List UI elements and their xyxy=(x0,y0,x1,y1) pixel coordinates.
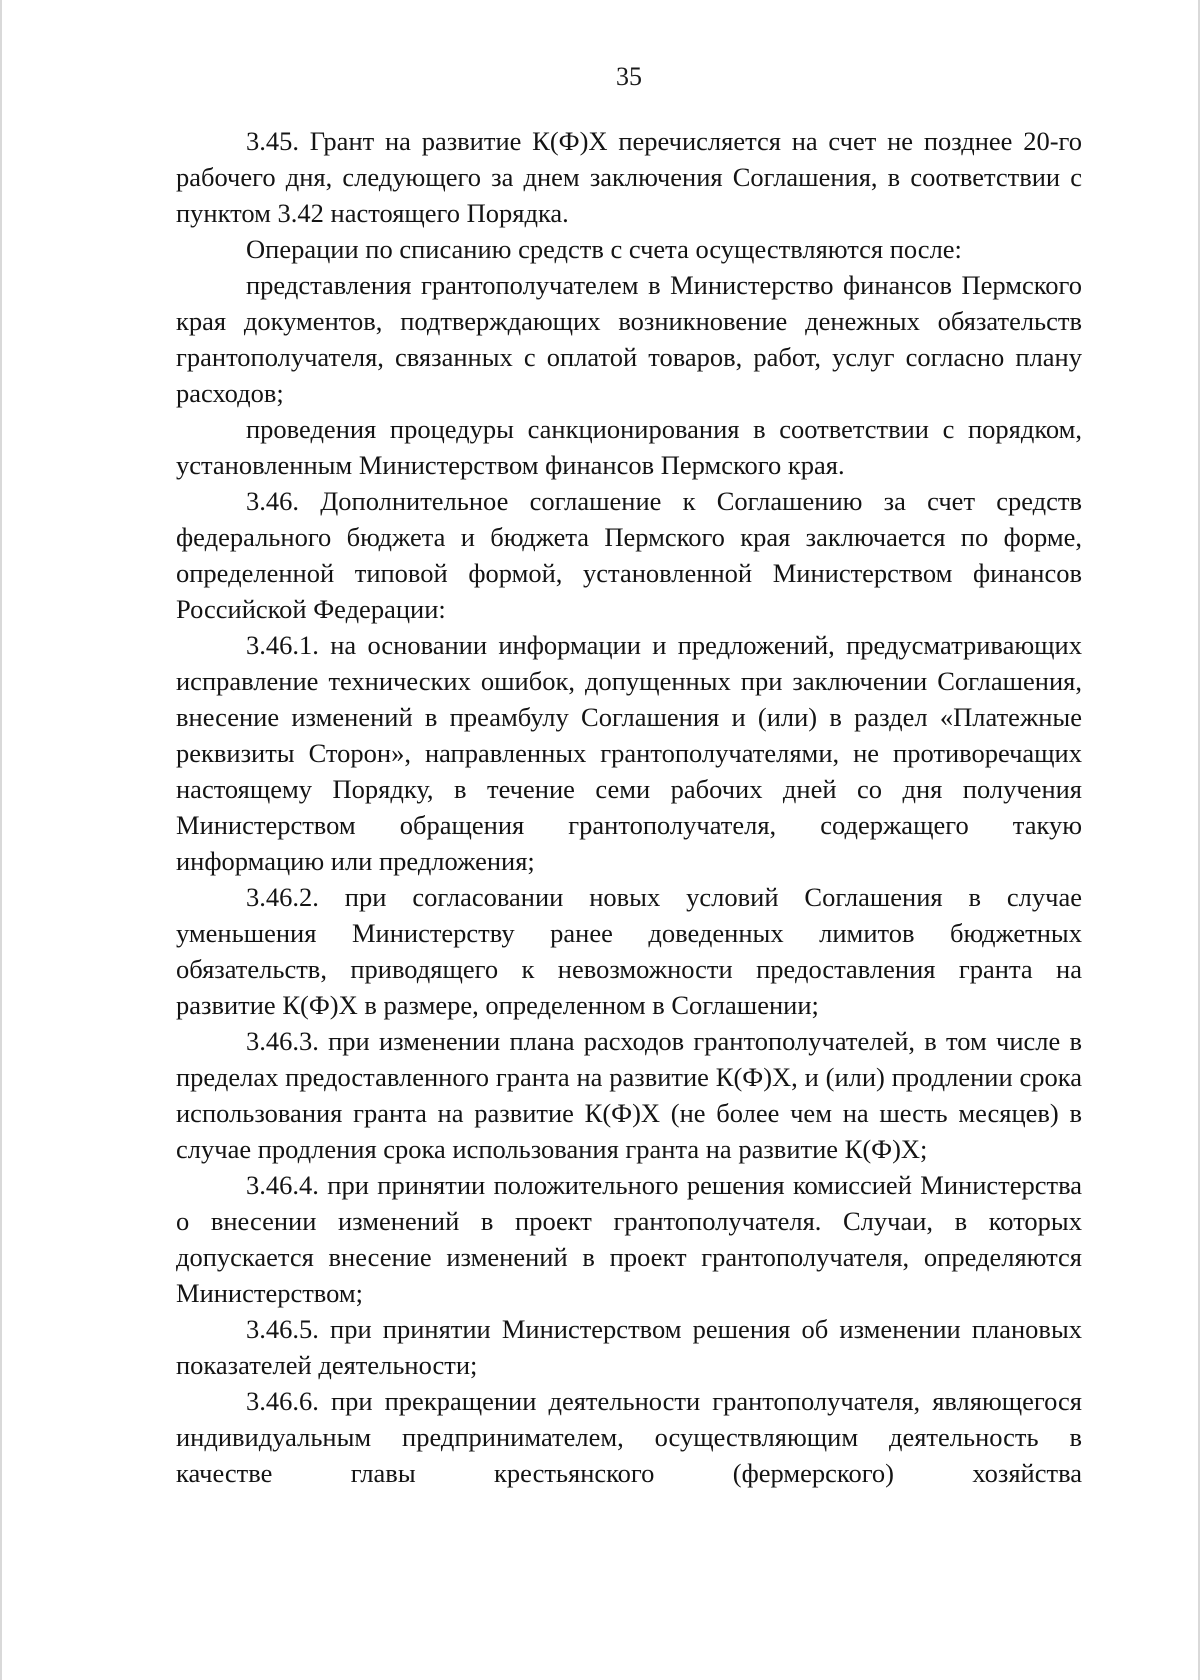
paragraph-3-46-2: 3.46.2. при согласовании новых условий Соглашения в случае уменьшения Министерству ранее доведенных лимитов бюджетных обязательств, приводящего к невозможности предоставления гранта на развитие К(Ф)Х в размере, определенном в Соглашении; xyxy=(176,882,1082,1020)
paragraph-3-46-5: 3.46.5. при принятии Министерством решения об изменении плановых показателей деятельности; xyxy=(176,1314,1082,1380)
paragraph-operations-intro: Операции по списанию средств с счета осуществляются после: xyxy=(246,234,962,264)
page-number: 35 xyxy=(616,62,642,91)
paragraph-3-46: 3.46. Дополнительное соглашение к Соглашению за счет средств федерального бюджета и бюджета Пермского края заключается по форме, определенной типовой формой, установленной Министерством финансов Российской Федерации: xyxy=(176,486,1082,624)
paragraph-submission-documents: представления грантополучателем в Министерство финансов Пермского края документов, подтверждающих возникновение денежных обязательств грантополучателя, связанных с оплатой товаров, работ, услуг согласно плану расходов; xyxy=(176,270,1082,408)
paragraph-3-46-6: 3.46.6. при прекращении деятельности грантополучателя, являющегося индивидуальным предпринимателем, осуществляющим деятельность в качестве главы крестьянского (фермерского) хозяйства xyxy=(176,1386,1082,1488)
document-body xyxy=(176,123,1082,1491)
paragraph-3-45: 3.45. Грант на развитие К(Ф)Х перечисляется на счет не позднее 20-го рабочего дня, следующего за днем заключения Соглашения, в соответствии с пунктом 3.42 настоящего Порядка. xyxy=(176,126,1082,228)
paragraph-3-46-3: 3.46.3. при изменении плана расходов грантополучателей, в том числе в пределах предоставленного гранта на развитие К(Ф)Х, и (или) продлении срока использования гранта на развитие К(Ф)Х (не более чем на шесть месяцев) в случае продления срока использования гранта на развитие К(Ф)Х; xyxy=(176,1026,1082,1164)
paragraph-3-46-1: 3.46.1. на основании информации и предложений, предусматривающих исправление технических ошибок, допущенных при заключении Соглашения, внесение изменений в преамбулу Соглашения и (или) в раздел «Платежные реквизиты Сторон», направленных грантополучателями, не противоречащих настоящему Порядку, в течение семи рабочих дней со дня получения Министерством обращения грантополучателя, содержащего такую информацию или предложения; xyxy=(176,630,1082,876)
paragraph-3-46-4: 3.46.4. при принятии положительного решения комиссией Министерства о внесении изменений в проект грантополучателя. Случаи, в которых допускается внесение изменений в проект грантополучателя, определяются Министерством; xyxy=(176,1170,1082,1308)
scan-edge-left xyxy=(0,0,2,1680)
paragraph-sanctioning-procedure: проведения процедуры санкционирования в соответствии с порядком, установленным Министерством финансов Пермского края. xyxy=(176,414,1082,480)
